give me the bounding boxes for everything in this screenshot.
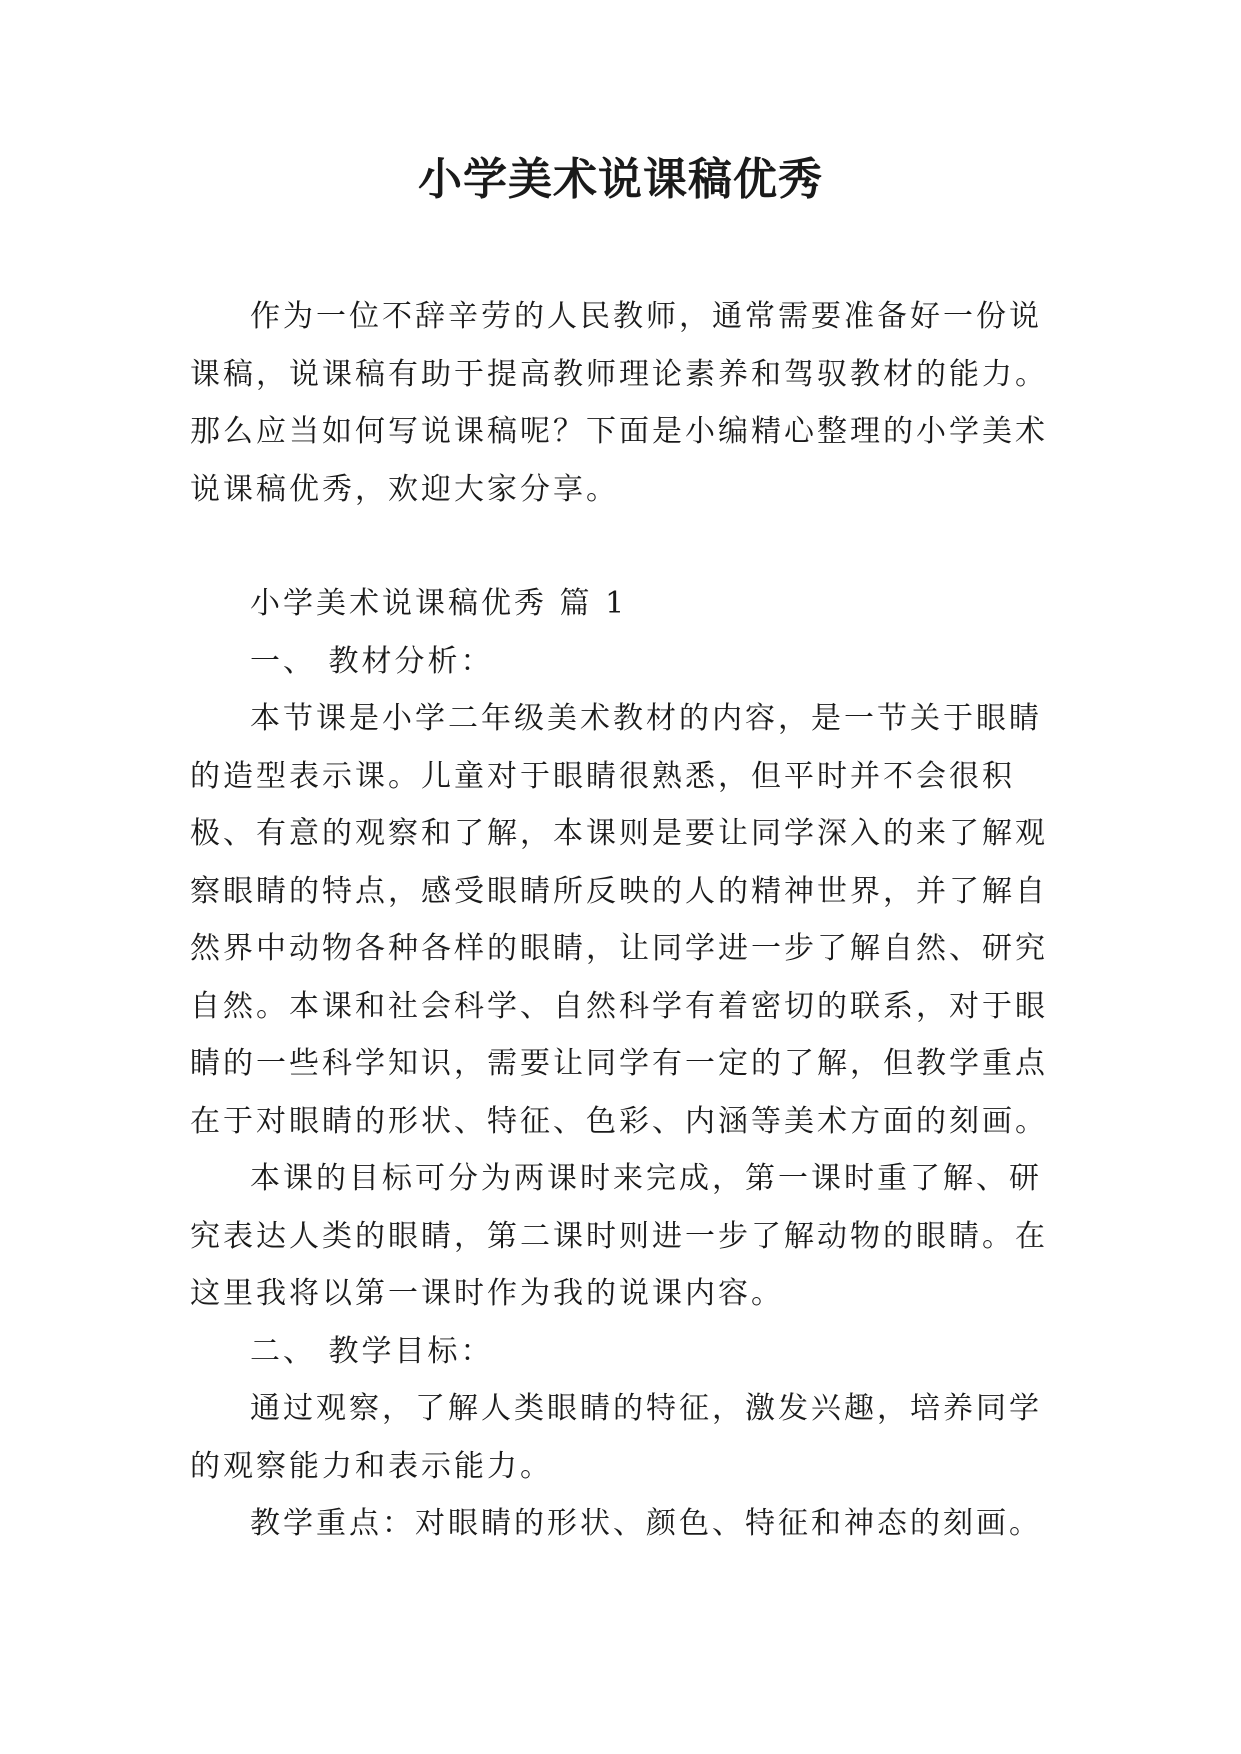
document-title: 小学美术说课稿优秀 [418,154,823,205]
paragraph-key-point: 教学重点：对眼睛的形状、颜色、特征和神态的刻画。 [250,1506,1042,1541]
document-body [190,288,1060,1553]
intro-paragraph: 作为一位不辞辛劳的人民教师，通常需要准备好一份说课稿，说课稿有助于提高教师理论素养和驾驭教材的能力。那么应当如何写说课稿呢？下面是小编精心整理的小学美术说课稿优秀，欢迎大家分享。 [190,299,1048,507]
heading-material-analysis: 一、 教材分析： [250,643,494,679]
heading-teaching-goals: 二、 教学目标： [250,1333,494,1369]
section-heading: 小学美术说课稿优秀 篇 1 [250,586,628,621]
paragraph-goals: 通过观察，了解人类眼睛的特征，激发兴趣，培养同学的观察能力和表示能力。 [190,1391,1042,1484]
paragraph-material-2: 本课的目标可分为两课时来完成，第一课时重了解、研究表达人类的眼睛，第二课时则进一步了解动物的眼睛。在这里我将以第一课时作为我的说课内容。 [190,1161,1048,1311]
paragraph-gap [190,518,1060,575]
paragraph-material-1: 本节课是小学二年级美术教材的内容，是一节关于眼睛的造型表示课。儿童对于眼睛很熟悉，但平时并不会很积极、有意的观察和了解，本课则是要让同学深入的来了解观察眼睛的特点，感受眼睛所反映的人的精神世界，并了解自然界中动物各种各样的眼睛，让同学进一步了解自然、研究自然。本课和社会科学、自然科学有着密切的联系，对于眼睛的一些科学知识，需要让同学有一定的了解，但教学重点在于对眼睛的形状、特征、色彩、内涵等美术方面的刻画。 [190,701,1048,1139]
